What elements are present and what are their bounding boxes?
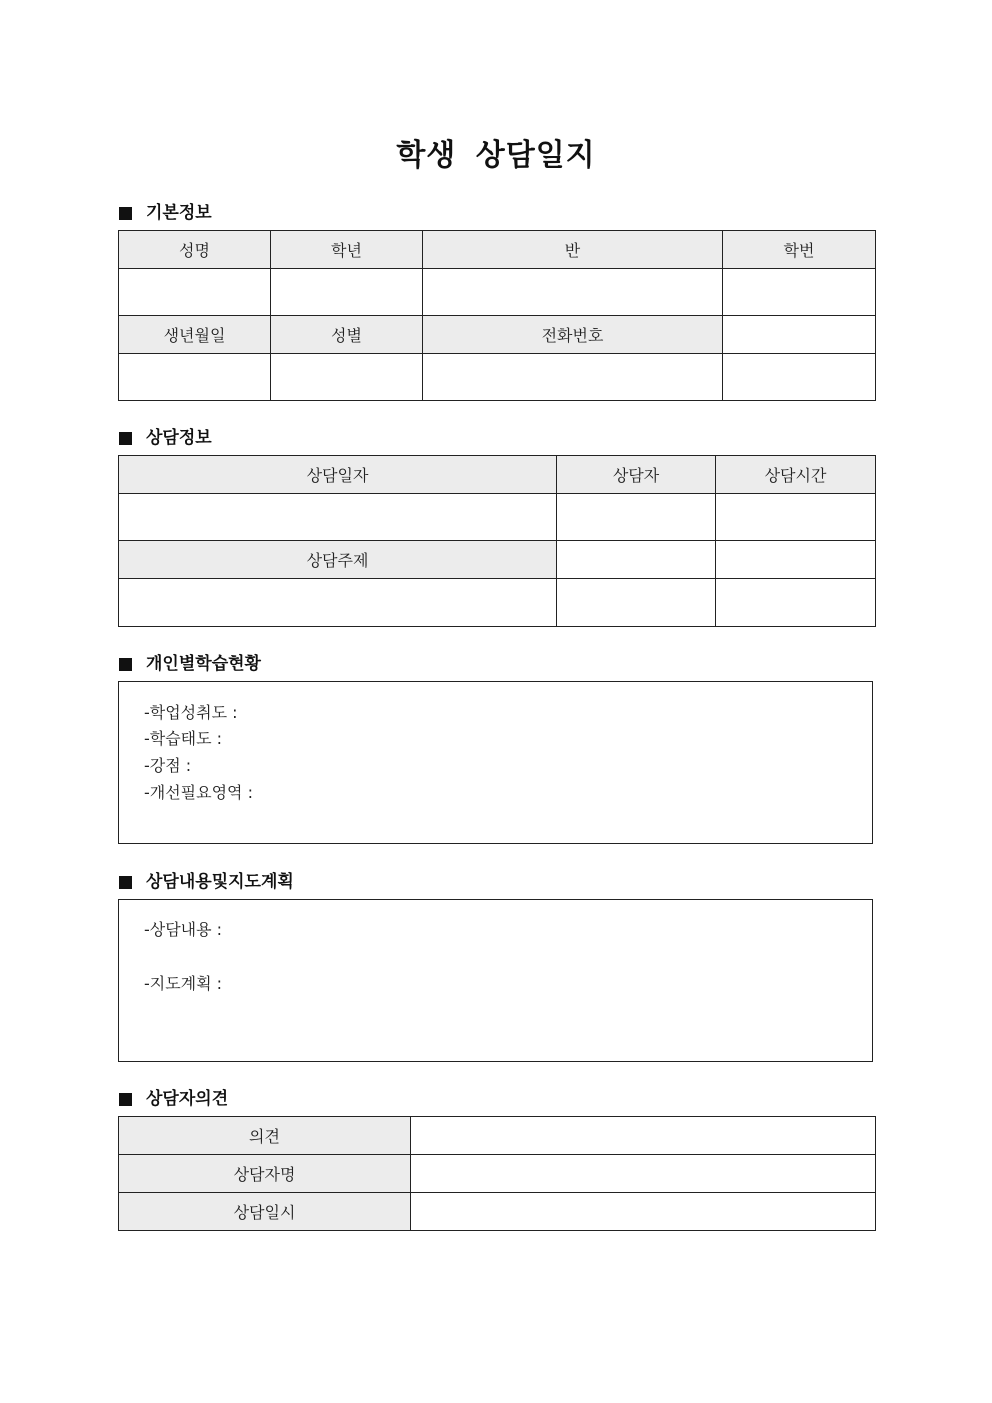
header-class: 반 bbox=[423, 231, 723, 269]
learning-strength-line: -강점 : bbox=[144, 756, 192, 775]
counselor-opinion-table bbox=[118, 1116, 876, 1231]
section-opinion-label: 상담자의견 bbox=[146, 1089, 229, 1109]
header-counsel-datetime: 상담일시 bbox=[119, 1193, 411, 1231]
cell-class[interactable] bbox=[423, 269, 723, 316]
learning-achievement-line: -학업성취도 : bbox=[144, 703, 238, 722]
section-counsel-label: 상담정보 bbox=[146, 428, 212, 448]
header-student-id: 학번 bbox=[723, 231, 876, 269]
header-grade: 학년 bbox=[271, 231, 423, 269]
square-bullet-icon bbox=[119, 658, 132, 671]
square-bullet-icon bbox=[119, 432, 132, 445]
header-counsel-time: 상담시간 bbox=[716, 456, 876, 494]
cell-counsel-date[interactable] bbox=[119, 494, 557, 541]
section-basic-heading bbox=[119, 202, 212, 224]
cell-counsel-topic[interactable] bbox=[119, 579, 557, 627]
cell-blank-2[interactable] bbox=[716, 579, 876, 627]
cell-blank-header bbox=[723, 316, 876, 354]
header-birthdate: 생년월일 bbox=[119, 316, 271, 354]
guidance-plan-line: -지도계획 : bbox=[144, 974, 223, 993]
square-bullet-icon bbox=[119, 876, 132, 889]
learning-improvement-line: -개선필요영역 : bbox=[144, 783, 253, 802]
cell-gender[interactable] bbox=[271, 354, 423, 401]
cell-birthdate[interactable] bbox=[119, 354, 271, 401]
cell-counselor-name[interactable] bbox=[411, 1155, 876, 1193]
counsel-content-line: -상담내용 : bbox=[144, 920, 223, 939]
cell-blank[interactable] bbox=[723, 354, 876, 401]
header-gender: 성별 bbox=[271, 316, 423, 354]
basic-info-table bbox=[118, 230, 876, 401]
learning-attitude-line: -학습태도 : bbox=[144, 729, 223, 748]
section-basic-label: 기본정보 bbox=[146, 203, 212, 223]
header-counsel-date: 상담일자 bbox=[119, 456, 557, 494]
section-learning-heading bbox=[119, 653, 261, 675]
header-phone: 전화번호 bbox=[423, 316, 723, 354]
cell-counsel-time[interactable] bbox=[716, 494, 876, 541]
cell-blank-header-1 bbox=[557, 541, 716, 579]
section-content-heading bbox=[119, 871, 294, 893]
section-content-label: 상담내용및지도계획 bbox=[146, 872, 294, 892]
section-learning-label: 개인별학습현황 bbox=[146, 654, 261, 674]
cell-blank-1[interactable] bbox=[557, 579, 716, 627]
cell-opinion[interactable] bbox=[411, 1117, 876, 1155]
page-title: 학생 상담일지 bbox=[396, 138, 596, 173]
counsel-content-box[interactable] bbox=[118, 899, 873, 1062]
square-bullet-icon bbox=[119, 207, 132, 220]
cell-phone[interactable] bbox=[423, 354, 723, 401]
cell-counselor[interactable] bbox=[557, 494, 716, 541]
header-counselor-name: 상담자명 bbox=[119, 1155, 411, 1193]
cell-grade[interactable] bbox=[271, 269, 423, 316]
cell-name[interactable] bbox=[119, 269, 271, 316]
square-bullet-icon bbox=[119, 1093, 132, 1106]
cell-blank-header-2 bbox=[716, 541, 876, 579]
cell-counsel-datetime[interactable] bbox=[411, 1193, 876, 1231]
section-counsel-heading bbox=[119, 427, 212, 449]
learning-status-box[interactable] bbox=[118, 681, 873, 844]
header-counselor: 상담자 bbox=[557, 456, 716, 494]
counsel-info-table bbox=[118, 455, 876, 627]
header-opinion: 의견 bbox=[119, 1117, 411, 1155]
cell-student-id[interactable] bbox=[723, 269, 876, 316]
header-counsel-topic: 상담주제 bbox=[119, 541, 557, 579]
header-name: 성명 bbox=[119, 231, 271, 269]
section-opinion-heading bbox=[119, 1088, 228, 1110]
